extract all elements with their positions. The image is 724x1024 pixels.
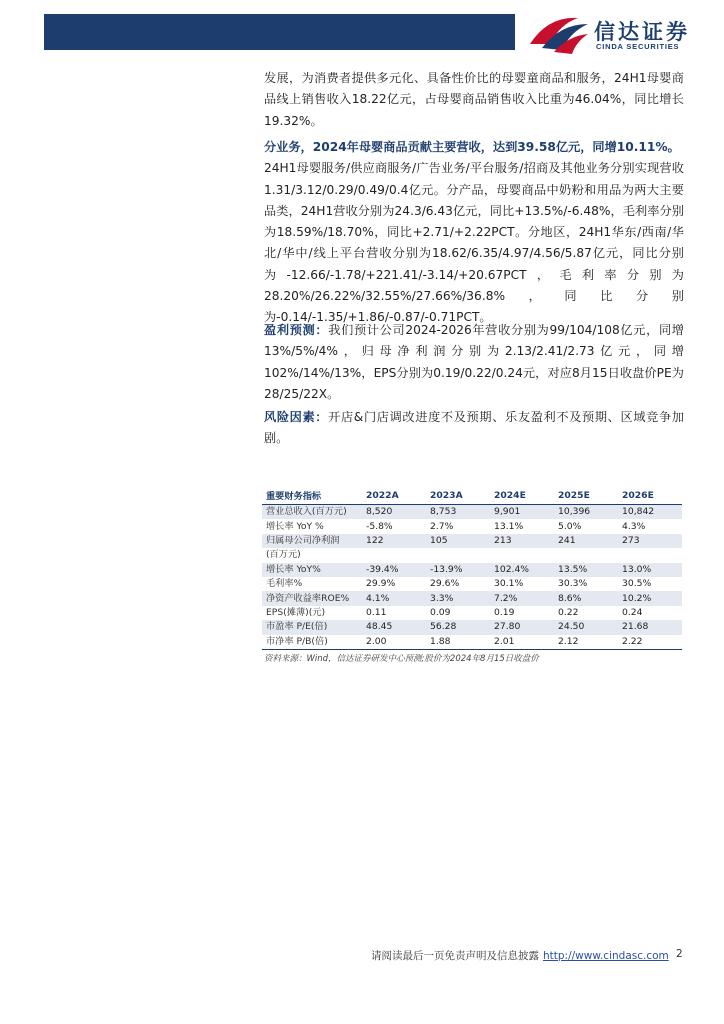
paragraph-risk-factors [264, 407, 684, 450]
table-cell: 30.5% [618, 577, 682, 591]
source-note: 资料来源：Wind，信达证券研发中心预测;股价为2024年8月15日收盘价 [264, 654, 539, 664]
table-cell: 5.0% [554, 519, 618, 533]
table-row [262, 505, 682, 520]
paragraph-segments-lead: 分业务，2024年母婴商品贡献主要营收，达到39.58亿元，同增10.11%。 [264, 140, 680, 154]
table-cell: -39.4% [362, 563, 426, 577]
table-cell: 10.2% [618, 591, 682, 605]
table-row [262, 635, 682, 650]
table-cell [554, 548, 618, 562]
table-cell: 30.3% [554, 577, 618, 591]
financial-indicators-table [262, 486, 682, 650]
table-cell: 0.22 [554, 606, 618, 620]
table-header-cell: 2025E [554, 486, 618, 505]
table-cell: 27.80 [490, 620, 554, 634]
table-cell: 0.11 [362, 606, 426, 620]
table-header-cell: 2024E [490, 486, 554, 505]
table-cell [618, 548, 682, 562]
table-cell: 市盈率 P/E(倍) [262, 620, 362, 634]
table-cell: 29.6% [426, 577, 490, 591]
table-cell: 7.2% [490, 591, 554, 605]
table-cell: 4.1% [362, 591, 426, 605]
table-cell: 0.19 [490, 606, 554, 620]
table-cell: -13.9% [426, 563, 490, 577]
table-header-cell: 重要财务指标 [262, 486, 362, 505]
table-cell: 102.4% [490, 563, 554, 577]
table-cell: 10,842 [618, 505, 682, 520]
table-row [262, 534, 682, 548]
table-cell: 273 [618, 534, 682, 548]
table-cell: 24.50 [554, 620, 618, 634]
table-cell: 13.0% [618, 563, 682, 577]
table-row [262, 620, 682, 634]
table-cell: 市净率 P/B(倍) [262, 635, 362, 650]
table-cell: 0.09 [426, 606, 490, 620]
website-link[interactable]: http://www.cindasc.com [543, 950, 669, 962]
table-cell: 8,520 [362, 505, 426, 520]
table-cell: 增长率 YoY % [262, 519, 362, 533]
table-cell: 4.3% [618, 519, 682, 533]
paragraph-online-sales: 发展，为消费者提供多元化、具备性价比的母婴童商品和服务，24H1母婴商品线上销售收入18.22亿元，占母婴商品销售收入比重为46.04%，同比增长19.32%。 [264, 71, 684, 128]
table-row [262, 606, 682, 620]
cinda-logo [528, 12, 708, 58]
table-cell: 归属母公司净利润 [262, 534, 362, 548]
table-header-cell: 2023A [426, 486, 490, 505]
table-header-cell: 2026E [618, 486, 682, 505]
table-row [262, 548, 682, 562]
table-cell: 13.5% [554, 563, 618, 577]
table-cell: 营业总收入(百万元) [262, 505, 362, 520]
table-cell: 2.7% [426, 519, 490, 533]
footer-disclaimer [371, 948, 669, 963]
table-cell: -5.8% [362, 519, 426, 533]
table-cell: 29.9% [362, 577, 426, 591]
table-cell: 213 [490, 534, 554, 548]
logo-english-name: CINDA SECURITIES [596, 42, 680, 51]
table-cell: 3.3% [426, 591, 490, 605]
table-cell: 8,753 [426, 505, 490, 520]
table-cell [490, 548, 554, 562]
table-cell: 增长率 YoY% [262, 563, 362, 577]
table-cell: 2.22 [618, 635, 682, 650]
footer-text: 请阅读最后一页免责声明及信息披露 [371, 950, 539, 962]
paragraph-segments [264, 137, 684, 329]
earnings-forecast-lead: 盈利预测： [264, 323, 329, 337]
table-cell: 净资产收益率ROE% [262, 591, 362, 605]
table-cell: 1.88 [426, 635, 490, 650]
earnings-forecast-body: 我们预计公司2024-2026年营收分别为99/104/108亿元，同增13%/5%/4%，归母净利润分别为2.13/2.41/2.73亿元，同增102%/14%/13%，EPS分别为0.19/0.22/0.24元，对应8月15日收盘价PE为28/25/22X。 [264, 323, 684, 401]
cinda-logo-mark-icon [528, 14, 590, 56]
table-row [262, 591, 682, 605]
table-header-row [262, 486, 682, 505]
table-cell: 105 [426, 534, 490, 548]
risk-factors-lead: 风险因素： [264, 410, 329, 424]
paragraph-segments-body: 24H1母婴服务/供应商服务/广告业务/平台服务/招商及其他业务分别实现营收1.31/3.12/0.29/0.49/0.4亿元。分产品，母婴商品中奶粉和用品为两大主要品类，24H1营收分别为24.3/6.43亿元，同比+13.5%/-6.48%，毛利率分别为18.59%/18.70%，同比+2.71/+2.22PCT。分地区，24H1华东/西南/华北/华中/线上平台营收分别为18.62/6.35/4.97/4.56/5.87亿元，同比分别为-12.66/-1.78/+221.41/-3.14/+20.67PCT，毛利率分别为28.20%/26.22%/32.55%/27.66%/36.8%，同比分别为-0.14/-1.35/+1.86/-0.87/-0.71PCT。 [264, 161, 684, 325]
table-row [262, 577, 682, 591]
table-cell: 2.01 [490, 635, 554, 650]
logo-chinese-name: 信达证券 [594, 20, 690, 44]
table-cell: 56.28 [426, 620, 490, 634]
table-cell: 10,396 [554, 505, 618, 520]
table-cell: (百万元) [262, 548, 362, 562]
table-row [262, 563, 682, 577]
table-cell: 13.1% [490, 519, 554, 533]
table-cell: 48.45 [362, 620, 426, 634]
table-cell: 毛利率% [262, 577, 362, 591]
table-header-cell: 2022A [362, 486, 426, 505]
table-cell: 21.68 [618, 620, 682, 634]
table-cell [426, 548, 490, 562]
table-cell: 2.00 [362, 635, 426, 650]
paragraph-earnings-forecast [264, 320, 684, 405]
table-cell: 30.1% [490, 577, 554, 591]
header-bar [44, 14, 515, 50]
table-cell: 9,901 [490, 505, 554, 520]
page-number: 2 [676, 948, 683, 960]
table-cell: 2.12 [554, 635, 618, 650]
table-cell: 0.24 [618, 606, 682, 620]
table-cell: 122 [362, 534, 426, 548]
table-row [262, 519, 682, 533]
table-cell: 241 [554, 534, 618, 548]
table-cell [362, 548, 426, 562]
table-cell: 8.6% [554, 591, 618, 605]
risk-factors-body: 开店&门店调改进度不及预期、乐友盈利不及预期、区域竞争加剧。 [264, 410, 684, 446]
table-cell: EPS(摊薄)(元) [262, 606, 362, 620]
